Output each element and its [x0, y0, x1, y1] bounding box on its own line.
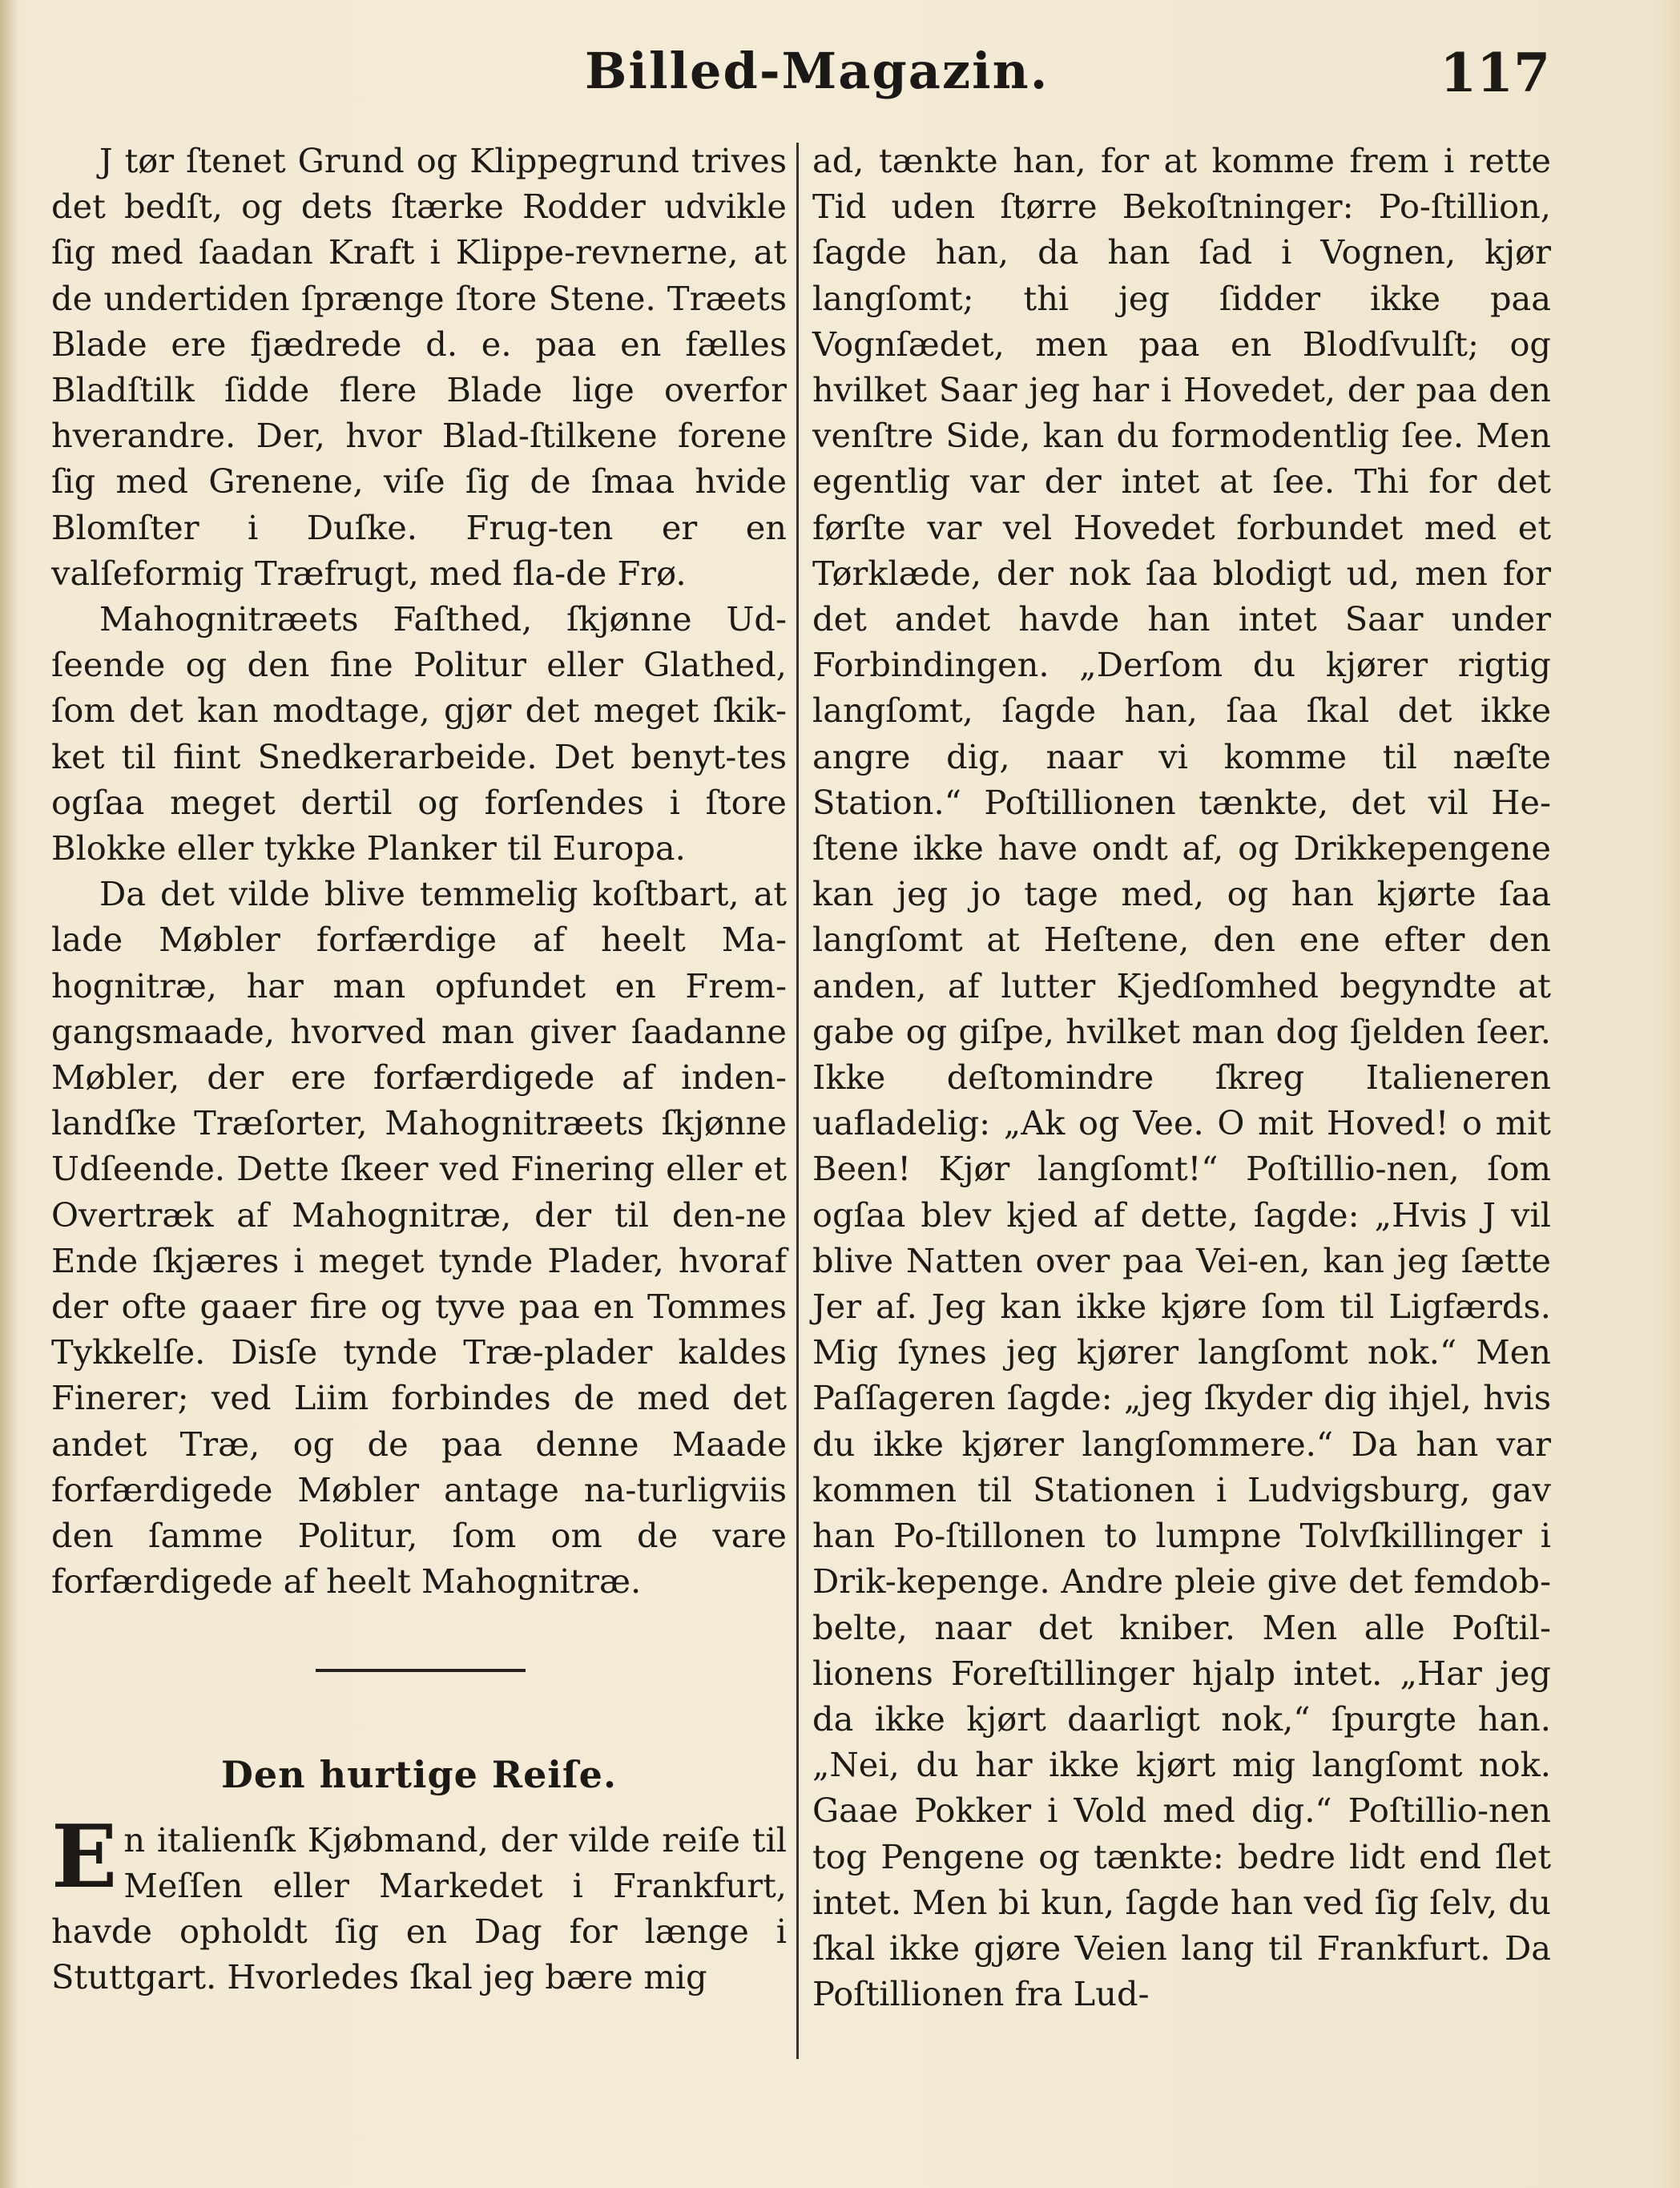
section-divider	[316, 1669, 526, 1672]
story-opening-paragraph	[51, 1806, 787, 2001]
left-column	[51, 138, 787, 2001]
section-title: Den hurtige Reiſe.	[221, 1752, 617, 1796]
right-column	[812, 138, 1551, 2017]
paragraph-mahogany-qualities: Mahognitræets Faſthed, ſkjønne Ud-ſeende og den fine Politur eller Glathed, ſom det kan modtage, gjør det meget ſkik-ket til fiint Snedkerarbeide. Det benyt-tes ogſaa meget dertil og forſendes i ſtore Blokke eller tykke Planker til Europa.	[51, 599, 787, 868]
page-number: 117	[1440, 42, 1550, 104]
paragraph-veneering: Da det vilde blive temmelig koſtbart, at lade Møbler forfærdige af heelt Ma-hognitræ, har man opfundet en Frem-gangsmaade, hvorved man giver ſaadanne Møbler, der ere forfærdigede af inden-landſke Træſorter, Mahognitræets ſkjønne Udſeende. Dette ſkeer ved Finering eller et Overtræk af Mahognitræ, der til den-ne Ende ſkjæres i meget tynde Plader, hvoraf der ofte gaaer fire og tyve paa en Tommes Tykkelſe. Disſe tynde Træ-plader kaldes Finerer; ved Liim forbindes de med det andet Træ, og de paa denne Maade forfærdigede Møbler antage na-turligviis den ſamme Politur, ſom om de vare forfærdigede af heelt Mahognitræ.	[51, 874, 787, 1602]
page-gutter-shadow	[0, 0, 18, 2188]
running-head: Billed-Magazin.	[585, 42, 1049, 100]
paragraph-mahogany-growth: J tør ſtenet Grund og Klippegrund trives det bedſt, og dets ſtærke Rodder udvikle ſig med ſaadan Kraft i Klippe-revnerne, at de undertiden ſprænge ſtore Stene. Træets Blade ere fjædrede d. e. paa en fælles Bladſtilk ſidde flere Blade lige overfor hverandre. Der, hvor Blad-ſtilkene forene ſig med Grenene, viſe ſig de ſmaa hvide Blomſter i Duſke. Frug-ten er en valſeformig Træfrugt, med fla-de Frø.	[51, 141, 787, 593]
story-continuation: ad, tænkte han, for at komme frem i rette Tid uden ſtørre Bekoſtninger: Po-ſtillion, ſagde han, da han ſad i Vognen, kjør langſomt; thi jeg ſidder ikke paa Vognſædet, men paa en Blodſvulſt; og hvilket Saar jeg har i Hovedet, der paa den venſtre Side, kan du formodentlig ſee. Men egentlig var der intet at ſee. Thi for det førſte var vel Hovedet forbundet med et Tørklæde, der nok ſaa blodigt ud, men for det andet havde han intet Saar under Forbindingen. „Derſom du kjører rigtig langſomt, ſagde han, ſaa ſkal det ikke angre dig, naar vi komme til næſte Station.“ Poſtillionen tænkte, det vil He-ſtene ikke have ondt af, og Drikkepengene kan jeg jo tage med, og han kjørte ſaa langſomt at Heſtene, den ene efter den anden, af lutter Kjedſomhed begyndte at gabe og giſpe, hvilket man dog ſjelden ſeer. Ikke deſtomindre ſkreg Italieneren uafladelig: „Ak og Vee. O mit Hoved! o mit Been! Kjør langſomt!“ Poſtillio-nen, ſom ogſaa blev kjed af dette, ſagde: „Hvis J vil blive Natten over paa Vei-en, kan jeg ſætte Jer af. Jeg kan ikke kjøre ſom til Ligfærds. Mig ſynes jeg kjører langſomt nok.“ Men Paſſageren ſagde: „jeg ſkyder dig ihjel, hvis du ikke kjører langſommere.“ Da han var kommen til Stationen i Ludvigsburg, gav han Po-ſtillonen to lumpne Tolvſkillinger i Drik-kepenge. Andre pleie give det femdob-belte, naar det kniber. Men alle Poſtil-lionens Foreſtillinger hjalp intet. „Har jeg da ikke kjørt daarligt nok,“ ſpurgte han. „Nei, du har ikke kjørt mig langſomt nok. Gaae Pokker i Vold med dig.“ Poſtillio-nen tog Pengene og tænkte: bedre lidt end ſlet intet. Men bi kun, ſagde han ved ſig ſelv, du ſkal ikke gjøre Veien lang til Frankfurt. Da Poſtillionen fra Lud-	[812, 141, 1551, 2014]
story-opening-text: n italienſk Kjøbmand, der vilde reiſe til Meſſen eller Markedet i Frankfurt, havde opholdt ſig en Dag for længe i Stuttgart. Hvorledes ſkal jeg bære mig	[51, 1819, 787, 1997]
column-rule	[796, 143, 799, 2059]
drop-cap: E	[51, 1806, 118, 1908]
